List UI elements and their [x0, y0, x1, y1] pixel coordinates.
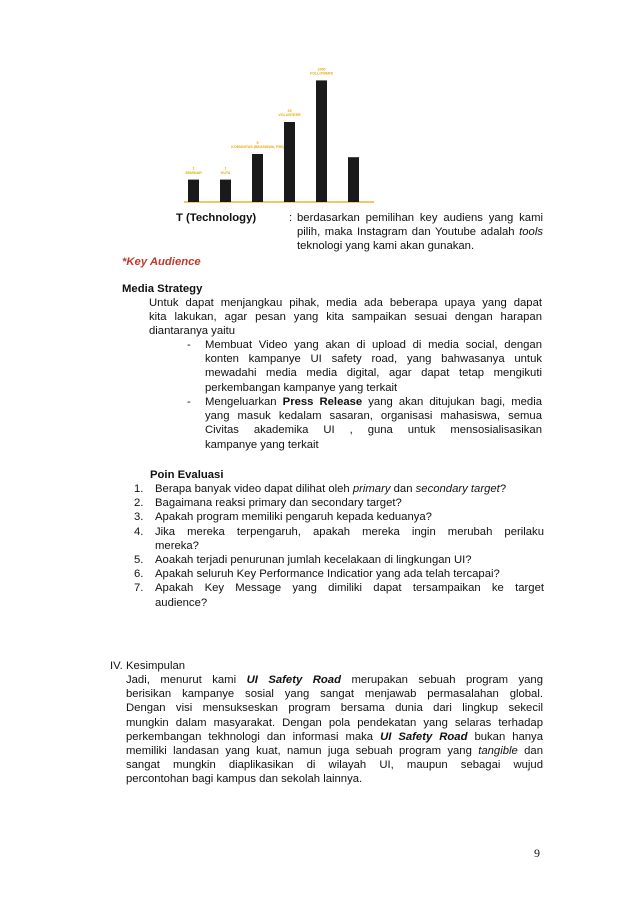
media-bullet-2 [205, 395, 542, 452]
bullet-line: konten kampanye UI safety road, yang bahwasanya untuk [205, 353, 542, 366]
chart-bar-label: 1 [192, 166, 195, 171]
tangible-word: tangible [478, 745, 518, 758]
chart-bar-label: FOLLOWERS [310, 71, 333, 76]
bullet-line: Mengeluarkan Press Release yang akan ditujukan bagi, media [205, 396, 542, 408]
chart-bar-label: 1000 [317, 67, 326, 72]
tools-word: tools [519, 226, 543, 239]
chart-bar [348, 157, 359, 202]
evaluation-item: 2. Bagaimana reaksi primary dan secondary target? [134, 497, 402, 510]
bullet-dash: - [187, 339, 191, 351]
media-intro-line: Untuk dapat menjangkau pihak, media ada beberapa upaya yang dapat [149, 297, 542, 309]
evaluation-list [134, 482, 544, 610]
media-bullet-1 [205, 338, 542, 395]
conclusion-paragraph: Jadi, menurut kami UI Safety Road merupakan sebuah program yang berisikan kampanye sosial yang sangat menjawab permasalahan global. Dengan visi mensukseskan program bersama dunia dari lingkup sekecil mungkin dalam masyarakat. Dengan pola pendekatan yang selaras terhadap perkembangan tekhnologi dan informasi maka UI Safety Road bukan hanya memiliki landasan yang kuat, namun juga sebuah program yang tangible dan sangat mungkin diaplikasikan di wilayah UI, maupun sebagai wujud percontohan bagi kampus dan sekolah lainnya. [126, 674, 543, 786]
item-number: 4. [134, 525, 144, 538]
bullet-line: yang masuk kedalam sasaran, organisasi mahasiswa, semua [205, 410, 542, 423]
chart-bar [316, 80, 327, 202]
page-number: 9 [534, 846, 540, 860]
media-strategy-intro [149, 296, 542, 339]
bar-chart [178, 67, 378, 206]
technology-description [297, 211, 543, 254]
chart-bar-label: SEMINAR [185, 170, 202, 175]
item-number: 7. [134, 582, 144, 595]
bullet-line: mewadahi media media digital, agar dapat tetap mengikuti [205, 367, 542, 380]
chart-bar-label: 1 [224, 166, 227, 171]
section-title: Kesimpulan [126, 660, 186, 672]
chart-bar [188, 180, 199, 202]
technology-colon: : [289, 212, 293, 224]
key-audience-note: *Key Audience [122, 256, 201, 268]
program-name: UI Safety Road [246, 674, 341, 686]
chart-bar [252, 154, 263, 202]
section-number: IV. [110, 660, 123, 672]
chart-bar-label: 5 [256, 141, 259, 145]
media-strategy-title: Media Strategy [122, 283, 203, 295]
chart-bar [284, 122, 295, 202]
bullet-line: Membuat Video yang akan di upload di media social, dengan [205, 339, 542, 351]
chart-bar-label: 25 [287, 109, 292, 113]
item-number: 1. [134, 483, 144, 495]
evaluation-item: 7. Apakah Key Message yang dimiliki dapat tersampaikan ke target audience? [134, 582, 544, 609]
evaluation-item: 5. Aoakah terjadi penurunan jumlah kecelakaan di lingkungan UI? [134, 554, 472, 567]
evaluation-item: 4. Jika mereka terpengaruh, apakah mereka ingin merubah perilaku mereka? [134, 525, 544, 552]
evaluation-item: 1. Berapa banyak video dapat dilihat oleh primary dan secondary target? [134, 483, 507, 495]
chart-bar-label: VOLUNTEER [278, 113, 301, 118]
program-name: UI Safety Road [380, 730, 468, 743]
technology-line-1: berdasarkan pemilihan key audiens yang kami [297, 212, 543, 224]
bullet-line: Civitas akademika UI , guna untuk mensosialisasikan [205, 424, 542, 437]
item-number: 3. [134, 511, 144, 524]
chart-bar-label: KUTA [220, 170, 231, 175]
item-number: 6. [134, 568, 144, 581]
chart-bar-label: KOMUNITAS (BEASISWA, PMI) [231, 145, 284, 150]
chart-bar [220, 180, 231, 202]
item-number: 2. [134, 497, 144, 510]
technology-line-3: teknologi yang kami akan gunakan. [297, 240, 475, 253]
technology-line-2: pilih, maka Instagram dan Youtube adalah tools [297, 226, 543, 239]
evaluation-item: 6. Apakah seluruh Key Performance Indicatior yang ada telah tercapai? [134, 568, 500, 581]
evaluation-item: 3. Apakah program memiliki pengaruh kepada keduanya? [134, 511, 432, 524]
technology-label: T (Technology) [176, 212, 257, 224]
evaluation-title: Poin Evaluasi [150, 469, 224, 481]
bullet-line: kampanye yang terkait [205, 438, 319, 451]
bullet-dash: - [187, 396, 191, 408]
bullet-line: perkembangan kampanye yang terkait [205, 381, 398, 394]
press-release-term: Press Release [282, 396, 363, 408]
item-number: 5. [134, 554, 144, 567]
media-intro-line: diantaranya yaitu [149, 325, 236, 338]
media-intro-line: kita lakukan, agar pesan yang kita sampaikan sesuai dengan harapan [149, 311, 542, 324]
